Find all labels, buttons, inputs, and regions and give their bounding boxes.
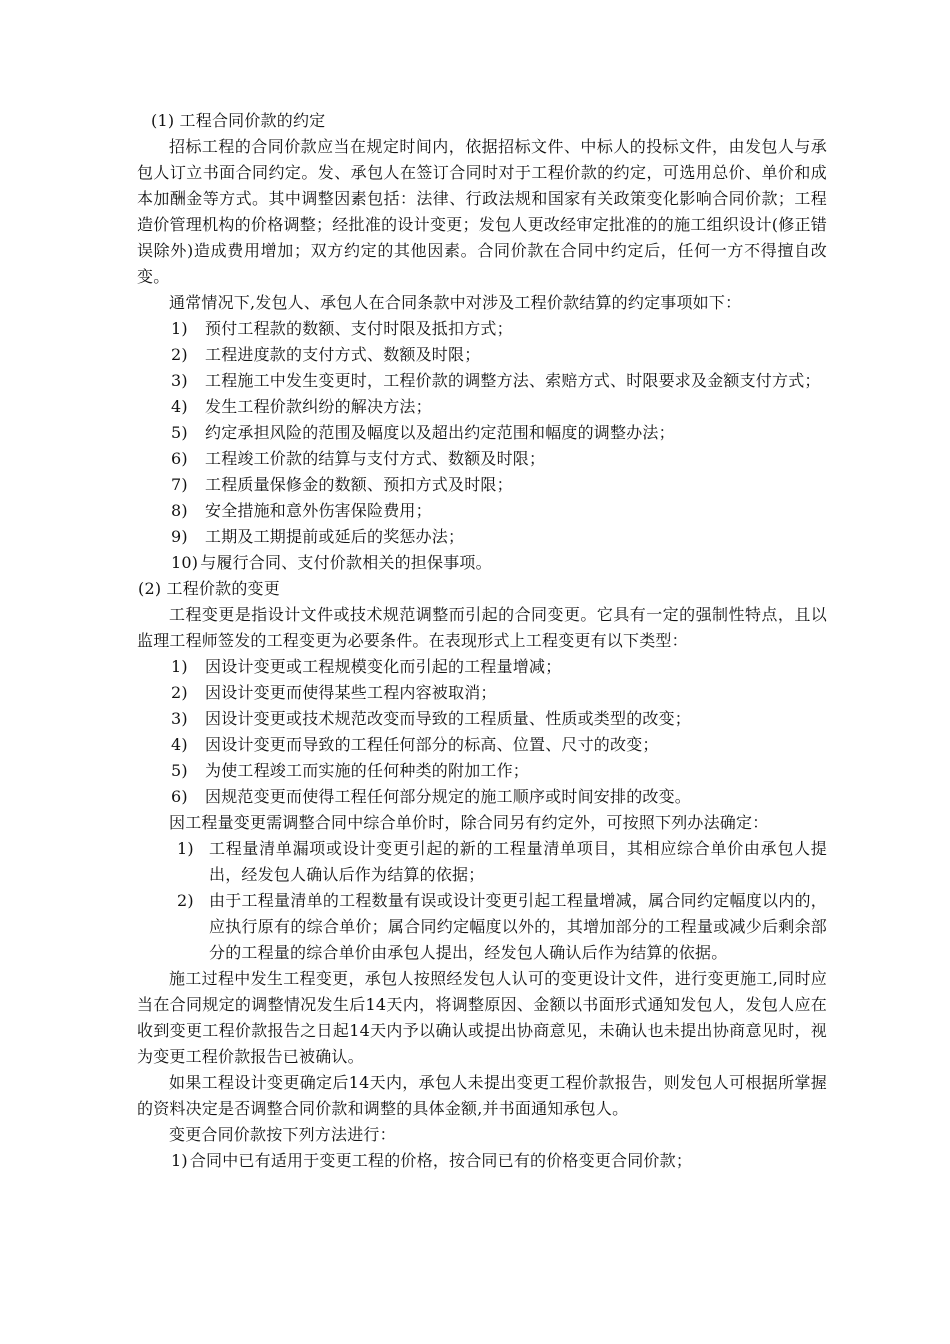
list-number: 3) xyxy=(171,371,188,390)
list-text: 因设计变更或技术规范改变而导致的工程质量、性质或类型的改变； xyxy=(205,709,692,728)
list-item xyxy=(137,420,827,446)
list-number: 1) xyxy=(171,319,188,338)
list-text: 工期及工期提前或延后的奖惩办法； xyxy=(205,527,465,546)
paragraph: 工程变更是指设计文件或技术规范调整而引起的合同变更。它具有一定的强制性特点，且以监理工程师签发的工程变更为必要条件。在表现形式上工程变更有以下类型： xyxy=(137,605,827,650)
section-heading-price-change: (2) 工程价款的变更 xyxy=(138,579,280,598)
paragraph: 施工过程中发生工程变更，承包人按照经发包人认可的变更设计文件，进行变更施工,同时应当在合同规定的调整情况发生后14天内，将调整原因、金额以书面形式通知发包人，发包人应在收到变更工程价款报告之日起14天内予以确认或提出协商意见，未确认也未提出协商意见时，视为变更工程价款报告已被确认。 xyxy=(137,969,827,1066)
list-number: 4) xyxy=(171,735,188,754)
list-text: 为使工程竣工而实施的任何种类的附加工作； xyxy=(205,761,530,780)
list-number: 9) xyxy=(171,527,188,546)
list-item xyxy=(137,784,827,810)
list-text: 安全措施和意外伤害保险费用； xyxy=(205,501,432,520)
list-text: 约定承担风险的范围及幅度以及超出约定范围和幅度的调整办法； xyxy=(205,423,675,442)
list-item xyxy=(137,732,827,758)
list-number: 6) xyxy=(171,787,188,806)
list-text: 合同中已有适用于变更工程的价格，按合同已有的价格变更合同价款； xyxy=(189,1151,693,1170)
list-number: 3) xyxy=(171,709,188,728)
list-number: 2) xyxy=(171,683,188,702)
list-number: 8) xyxy=(171,501,188,520)
list-item xyxy=(137,472,827,498)
list-item xyxy=(137,368,827,394)
list-number: 10) xyxy=(171,553,199,572)
list-number: 5) xyxy=(171,423,188,442)
paragraph: 因工程量变更需调整合同中综合单价时，除合同另有约定外，可按照下列办法确定： xyxy=(169,813,769,832)
list-text: 工程质量保修金的数额、预扣方式及时限； xyxy=(205,475,513,494)
list-text: 预付工程款的数额、支付时限及抵扣方式； xyxy=(205,319,513,338)
list-number: 4) xyxy=(171,397,188,416)
list-text: 因设计变更而使得某些工程内容被取消； xyxy=(205,683,497,702)
list-number: 2) xyxy=(171,345,188,364)
list-number: 6) xyxy=(171,449,188,468)
list-number: 1) xyxy=(171,657,188,676)
list-number: 7) xyxy=(171,475,188,494)
list-item xyxy=(137,316,827,342)
list-item xyxy=(137,524,827,550)
paragraph: 如果工程设计变更确定后14天内，承包人未提出变更工程价款报告，则发包人可根据所掌握的资料决定是否调整合同价款和调整的具体金额,并书面通知承包人。 xyxy=(137,1073,827,1118)
list-text: 由于工程量清单的工程数量有误或设计变更引起工程量增减，属合同约定幅度以内的，应执行原有的综合单价；属合同约定幅度以外的，其增加部分的工程量或减少后剩余部分的工程量的综合单价由承包人提出，经发包人确认后作为结算的依据。 xyxy=(209,891,827,962)
list-text: 工程量清单漏项或设计变更引起的新的工程量清单项目，其相应综合单价由承包人提出，经发包人确认后作为结算的依据； xyxy=(209,839,827,884)
list-text: 工程竣工价款的结算与支付方式、数额及时限； xyxy=(205,449,546,468)
list-number: 1) xyxy=(177,839,194,858)
list-item xyxy=(137,836,827,888)
paragraph: 通常情况下,发包人、承包人在合同条款中对涉及工程价款结算的约定事项如下： xyxy=(169,293,742,312)
list-text: 因设计变更或工程规模变化而引起的工程量增减； xyxy=(205,657,562,676)
list-item xyxy=(137,706,827,732)
list-item xyxy=(137,1148,827,1174)
document-body xyxy=(137,108,827,1174)
paragraph: 招标工程的合同价款应当在规定时间内，依据招标文件、中标人的投标文件，由发包人与承包人订立书面合同约定。发、承包人在签订合同时对于工程价款的约定，可选用总价、单价和成本加酬金等方式。其中调整因素包括：法律、行政法规和国家有关政策变化影响合同价款；工程造价管理机构的价格调整；经批准的设计变更；发包人更改经审定批准的的施工组织设计(修正错误除外)造成费用增加；双方约定的其他因素。合同价款在合同中约定后，任何一方不得擅自改变。 xyxy=(137,137,827,286)
list-item xyxy=(137,888,827,966)
list-item xyxy=(137,758,827,784)
list-number: 5) xyxy=(171,761,188,780)
list-item xyxy=(137,550,827,576)
list-text: 因规范变更而使得工程任何部分规定的施工顺序或时间安排的改变。 xyxy=(205,787,692,806)
list-item xyxy=(137,446,827,472)
list-number: 2) xyxy=(177,891,194,910)
list-item xyxy=(137,654,827,680)
section-heading-contract-price: (1) 工程合同价款的约定 xyxy=(151,111,326,130)
list-text: 发生工程价款纠纷的解决方法； xyxy=(205,397,432,416)
list-number: 1) xyxy=(171,1151,188,1170)
list-text: 因设计变更而导致的工程任何部分的标高、位置、尺寸的改变； xyxy=(205,735,659,754)
list-item xyxy=(137,498,827,524)
list-item xyxy=(137,680,827,706)
list-item xyxy=(137,342,827,368)
list-text: 工程施工中发生变更时，工程价款的调整方法、索赔方式、时限要求及金额支付方式； xyxy=(205,371,821,390)
list-text: 与履行合同、支付价款相关的担保事项。 xyxy=(200,553,492,572)
list-text: 工程进度款的支付方式、数额及时限； xyxy=(205,345,481,364)
list-item xyxy=(137,394,827,420)
paragraph: 变更合同价款按下列方法进行： xyxy=(169,1125,396,1144)
